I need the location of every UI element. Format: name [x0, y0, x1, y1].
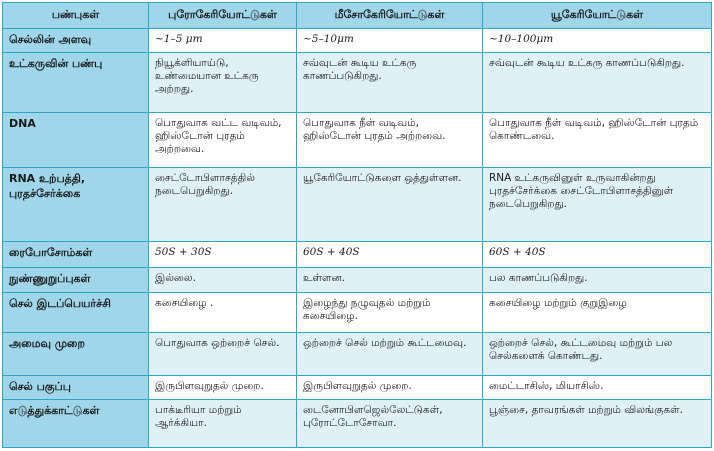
table-row	[3, 376, 712, 400]
table-cell: பல காணப்படுகிறது.	[483, 268, 712, 293]
row-label: செல்லின் அளவு	[3, 29, 149, 53]
table-cell: பொதுவாக ஒற்றைச் செல்.	[149, 333, 297, 376]
table-cell: டைனோபிளஜெல்லேட்டுகள், புரோட்டோசோவா.	[297, 400, 483, 448]
table-cell: 60S + 40S	[297, 242, 483, 268]
table-cell: இருபிளவுறுதல் முறை.	[297, 376, 483, 400]
table-cell: பொதுவாக வட்ட வடிவம், ஹிஸ்டோன் புரதம் அற்றவை.	[149, 113, 297, 168]
header-properties: பண்புகள்	[3, 3, 149, 29]
table-cell: கசையிழை மற்றும் குறுஇழை	[483, 293, 712, 333]
table-row	[3, 293, 712, 333]
table-cell: ஒற்றைச் செல், கூட்டமைவு மற்றும் பல செல்களைக் கொண்டது.	[483, 333, 712, 376]
table-cell: உள்ளன.	[297, 268, 483, 293]
table-row	[3, 333, 712, 376]
table-cell: ~5–10μm	[297, 29, 483, 53]
table-cell: நியூக்ளியாய்டு, உண்மையான உட்கரு அற்றது.	[149, 53, 297, 113]
table-cell: யூகேரியோட்டுகளை ஒத்துள்ளன.	[297, 168, 483, 242]
table-row	[3, 113, 712, 168]
table-row	[3, 168, 712, 242]
header-mesokaryotes: மீசோகேரியோட்டுகள்	[297, 3, 483, 29]
table-cell: ஒற்றைச் செல் மற்றும் கூட்டமைவு.	[297, 333, 483, 376]
row-label: செல் பகுப்பு	[3, 376, 149, 400]
table-cell: 50S + 30S	[149, 242, 297, 268]
table-cell: பொதுவாக நீள் வடிவம், ஹிஸ்டோன் புரதம் அற்றவை.	[297, 113, 483, 168]
row-label: ரைபோசோம்கள்	[3, 242, 149, 268]
row-label: எடுத்துக்காட்டுகள்	[3, 400, 149, 448]
table-cell: இல்லை.	[149, 268, 297, 293]
table-cell: ~10–100μm	[483, 29, 712, 53]
row-label: DNA	[3, 113, 149, 168]
table-cell: கசையிழை .	[149, 293, 297, 333]
row-label: நுண்ணுறுப்புகள்	[3, 268, 149, 293]
table-cell: இழைந்து நழுவுதல் மற்றும் கசையிழை.	[297, 293, 483, 333]
table-cell: சவ்வுடன் கூடிய உட்கரு காணப்படுகிறது.	[483, 53, 712, 113]
table-row	[3, 242, 712, 268]
row-label: அமைவு முறை	[3, 333, 149, 376]
table-row	[3, 268, 712, 293]
table-cell: மைட்டாசிஸ், மியாசிஸ்.	[483, 376, 712, 400]
row-label: செல் இடப்பெயர்ச்சி	[3, 293, 149, 333]
table-cell: இருபிளவுறுதல் முறை.	[149, 376, 297, 400]
table-cell: பாக்டீரியா மற்றும் ஆர்க்கியா.	[149, 400, 297, 448]
table-cell: RNA உட்கருவினுள் உருவாகின்றது புரதச்சேர்க்கை சைட்டோபிளாசத்தினுள் நடைபெறுகிறது.	[483, 168, 712, 242]
table-cell: பொதுவாக நீள் வடிவம், ஹிஸ்டோன் புரதம் கொண்டவை.	[483, 113, 712, 168]
header-prokaryotes: புரோகேரியோட்டுகள்	[149, 3, 297, 29]
table-cell: ~1–5 μm	[149, 29, 297, 53]
table-cell: பூஞ்சை, தாவரங்கள் மற்றும் விலங்குகள்.	[483, 400, 712, 448]
table-row	[3, 400, 712, 448]
table-cell: சவ்வுடன் கூடிய உட்கரு காணப்படுகிறது.	[297, 53, 483, 113]
table-row	[3, 29, 712, 53]
table-row	[3, 53, 712, 113]
header-eukaryotes: யூகேரியோட்டுகள்	[483, 3, 712, 29]
row-label: உட்கருவின் பண்பு	[3, 53, 149, 113]
row-label: RNA உற்பத்தி, புரதச்சேர்க்கை	[3, 168, 149, 242]
comparison-table	[2, 2, 712, 448]
table-cell: சைட்டோபிளாசத்தில் நடைபெறுகிறது.	[149, 168, 297, 242]
header-row	[3, 3, 712, 29]
table-cell: 60S + 40S	[483, 242, 712, 268]
